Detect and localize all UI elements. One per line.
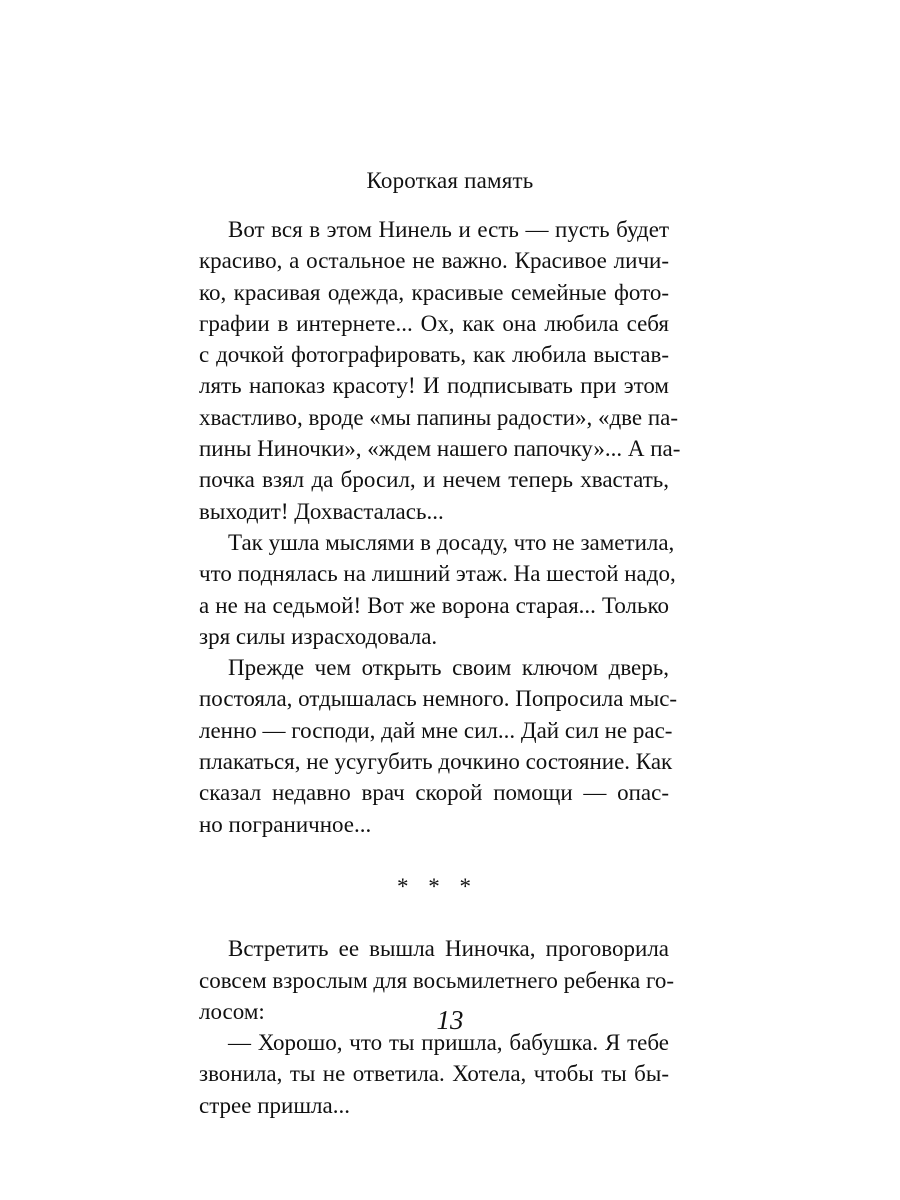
- text-line: ко, красивая одежда, красивые семейные фото-: [199, 279, 669, 305]
- text-line: звонила, ты не ответила. Хотела, чтобы ты бы-: [199, 1061, 669, 1087]
- text-line: Так ушла мыслями в досаду, что не заметила,: [228, 529, 675, 555]
- paragraph: [199, 652, 678, 840]
- separator-asterisk: *: [459, 873, 471, 899]
- text-line: графии в интернете... Ох, как она любила себя: [199, 310, 669, 336]
- text-line: что поднялась на лишний этаж. На шестой надо,: [199, 561, 676, 587]
- text-line: почка взял да бросил, и нечем теперь хвастать,: [199, 467, 669, 493]
- text-line: лять напоказ красоту! И подписывать при этом: [199, 373, 669, 399]
- text-line: пины Ниночки», «ждем нашего папочку»... А па-: [199, 436, 681, 462]
- text-line: постояла, отдышалась немного. Попросила мыс-: [199, 686, 678, 712]
- text-line: Вот вся в этом Нинель и есть — пусть будет: [228, 217, 669, 242]
- page-body: [199, 214, 681, 1121]
- text-line: сказал недавно врач скорой помощи — опас-: [199, 780, 669, 806]
- text-line: совсем взрослым для восьмилетнего ребенка го-: [199, 967, 675, 993]
- text-line: зря силы израсходовала.: [199, 623, 438, 649]
- text-line: хвастливо, вроде «мы папины радости», «две па-: [199, 404, 679, 430]
- text-line: плакаться, не усугубить дочкино состояние. Как: [199, 749, 673, 775]
- separator-asterisk: *: [428, 873, 440, 899]
- text-line: но пограничное...: [199, 811, 372, 837]
- text-line: красиво, а остальное не важно. Красивое личи-: [199, 248, 669, 274]
- chapter-title: Короткая память: [366, 168, 534, 193]
- separator-asterisk: *: [397, 873, 409, 899]
- text-line: стрее пришла...: [199, 1092, 350, 1118]
- paragraph: [199, 527, 676, 652]
- text-line: лосом:: [199, 998, 265, 1024]
- paragraph: [199, 214, 681, 527]
- page-number: 13: [436, 1005, 464, 1035]
- text-line: а не на седьмой! Вот же ворона старая... Только: [199, 592, 669, 618]
- text-line: — Хорошо, что ты пришла, бабушка. Я тебе: [228, 1030, 669, 1056]
- text-line: Встретить ее вышла Ниночка, проговорила: [228, 936, 669, 962]
- text-line: выходит! Дохвасталась...: [199, 498, 444, 524]
- text-line: с дочкой фотографировать, как любила выстав-: [199, 342, 669, 368]
- paragraph: [199, 1027, 669, 1121]
- text-line: ленно — господи, дай мне сил... Дай сил не рас-: [199, 717, 673, 743]
- section-separator: [199, 871, 669, 902]
- text-line: Прежде чем открыть своим ключом дверь,: [228, 655, 669, 681]
